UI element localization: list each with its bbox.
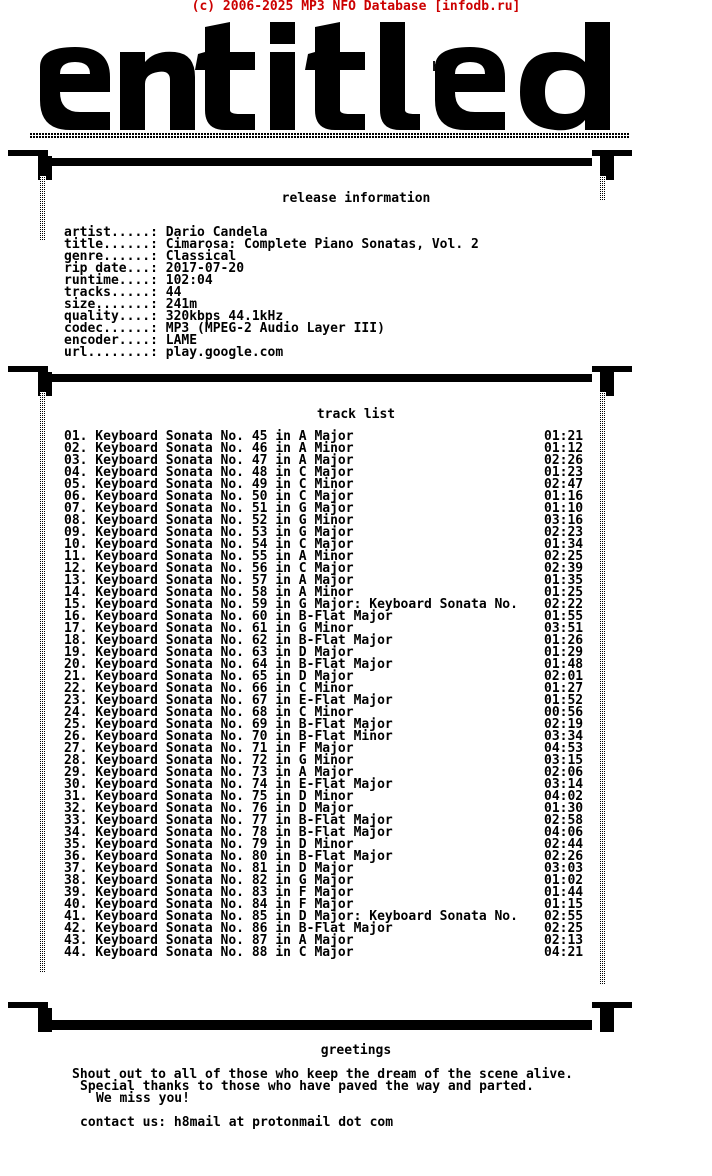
track-duration: 02:19 [544,717,584,732]
track-title: 38. Keyboard Sonata No. 82 in G Major [64,873,354,888]
release-field-value: Dario Candela [165,225,268,240]
release-field-value: 44 [165,285,182,300]
track-duration: 03:51 [544,621,584,636]
track-title: 40. Keyboard Sonata No. 84 in F Major [64,897,354,912]
track-title: 27. Keyboard Sonata No. 71 in F Major [64,741,354,756]
contact-info: contact us: h8mail at protonmail dot com [80,1115,394,1130]
group-tag: hX! [432,60,456,75]
track-title: 41. Keyboard Sonata No. 85 in D Major: Keyboard Sonata No. [64,909,518,924]
track-duration: 02:22 [544,597,584,612]
track-duration: 01:34 [544,537,584,552]
track-title: 19. Keyboard Sonata No. 63 in D Major [64,645,354,660]
release-field-value: 241m [165,297,198,312]
track-duration: 02:39 [544,561,584,576]
track-duration: 04:06 [544,825,584,840]
track-title: 17. Keyboard Sonata No. 61 in G Minor [64,621,354,636]
track-title: 22. Keyboard Sonata No. 66 in C Minor [64,681,354,696]
track-title: 28. Keyboard Sonata No. 72 in G Minor [64,753,354,768]
track-duration: 01:15 [544,897,584,912]
track-duration: 02:23 [544,525,584,540]
release-field-label: artist.....: [64,225,166,240]
track-duration: 02:25 [544,549,584,564]
track-title: 36. Keyboard Sonata No. 80 in B-Flat Major [64,849,393,864]
track-title: 05. Keyboard Sonata No. 49 in C Minor [64,477,354,492]
track-duration: 01:10 [544,501,584,516]
track-title: 11. Keyboard Sonata No. 55 in A Minor [64,549,354,564]
track-duration: 01:52 [544,693,584,708]
track-duration: 01:35 [544,573,584,588]
track-title: 34. Keyboard Sonata No. 78 in B-Flat Major [64,825,393,840]
track-duration: 03:15 [544,753,584,768]
release-field-value: 102:04 [165,273,213,288]
track-duration: 03:34 [544,729,584,744]
track-title: 21. Keyboard Sonata No. 65 in D Major [64,669,354,684]
track-duration: 01:30 [544,801,584,816]
track-title: 18. Keyboard Sonata No. 62 in B-Flat Major [64,633,393,648]
track-duration: 04:21 [544,945,584,960]
track-duration: 01:26 [544,633,584,648]
track-row [64,947,604,959]
track-duration: 02:06 [544,765,584,780]
entitled-logo [30,22,630,142]
frame-left-edge [40,176,46,240]
track-duration: 03:03 [544,861,584,876]
track-title: 15. Keyboard Sonata No. 59 in G Major: Keyboard Sonata No. [64,597,518,612]
site-credit-link[interactable]: (c) 2006-2025 MP3 NFO Database [infodb.ru] [191,0,521,14]
frame-left-edge [40,392,46,972]
track-duration: 02:58 [544,813,584,828]
release-field-label: genre......: [64,249,166,264]
track-title: 26. Keyboard Sonata No. 70 in B-Flat Minor [64,729,393,744]
tracklist-heading: track list [316,407,396,422]
track-title: 30. Keyboard Sonata No. 74 in E-Flat Major [64,777,393,792]
release-field-label: codec......: [64,321,166,336]
track-title: 33. Keyboard Sonata No. 77 in B-Flat Major [64,813,393,828]
track-duration: 02:55 [544,909,584,924]
track-duration: 00:56 [544,705,584,720]
track-duration: 02:47 [544,477,584,492]
track-duration: 01:02 [544,873,584,888]
release-field-label: tracks.....: [64,285,166,300]
track-duration: 02:26 [544,849,584,864]
track-title: 20. Keyboard Sonata No. 64 in B-Flat Major [64,657,393,672]
release-info-heading: release information [281,191,431,206]
track-title: 25. Keyboard Sonata No. 69 in B-Flat Major [64,717,393,732]
track-duration: 01:55 [544,609,584,624]
greetings-heading: greetings [320,1043,392,1058]
section-divider [8,366,632,396]
release-field-label: runtime....: [64,273,166,288]
release-field-label: rip date...: [64,261,166,276]
track-title: 39. Keyboard Sonata No. 83 in F Major [64,885,354,900]
section-divider [8,1002,632,1032]
release-field-label: size.......: [64,297,166,312]
release-field [64,347,283,359]
track-title: 13. Keyboard Sonata No. 57 in A Major [64,573,354,588]
track-duration: 01:29 [544,645,584,660]
track-title: 29. Keyboard Sonata No. 73 in A Major [64,765,354,780]
track-title: 24. Keyboard Sonata No. 68 in C Minor [64,705,354,720]
track-title: 10. Keyboard Sonata No. 54 in C Major [64,537,354,552]
release-field-label: url........: [64,345,166,360]
track-title: 43. Keyboard Sonata No. 87 in A Major [64,933,354,948]
track-duration: 02:13 [544,933,584,948]
track-duration: 01:21 [544,429,584,444]
greetings-line: We miss you! [96,1091,190,1106]
track-title: 03. Keyboard Sonata No. 47 in A Major [64,453,354,468]
track-duration: 02:01 [544,669,584,684]
track-duration: 01:25 [544,585,584,600]
section-divider [8,150,632,180]
track-title: 02. Keyboard Sonata No. 46 in A Minor [64,441,354,456]
release-field-label: title......: [64,237,166,252]
track-duration: 02:25 [544,921,584,936]
track-title: 42. Keyboard Sonata No. 86 in B-Flat Major [64,921,393,936]
track-title: 01. Keyboard Sonata No. 45 in A Major [64,429,354,444]
track-duration: 01:44 [544,885,584,900]
release-field-value: Cimarosa: Complete Piano Sonatas, Vol. 2 [165,237,479,252]
track-title: 12. Keyboard Sonata No. 56 in C Major [64,561,354,576]
track-duration: 03:16 [544,513,584,528]
release-field-value: MP3 (MPEG-2 Audio Layer III) [165,321,385,336]
track-title: 31. Keyboard Sonata No. 75 in D Minor [64,789,354,804]
track-duration: 01:27 [544,681,584,696]
track-duration: 02:44 [544,837,584,852]
track-title: 06. Keyboard Sonata No. 50 in C Major [64,489,354,504]
greetings-line: Shout out to all of those who keep the dream of the scene alive. [72,1067,573,1082]
track-duration: 03:14 [544,777,584,792]
track-title: 44. Keyboard Sonata No. 88 in C Major [64,945,354,960]
release-field-value: Classical [165,249,237,264]
track-title: 16. Keyboard Sonata No. 60 in B-Flat Major [64,609,393,624]
track-duration: 01:48 [544,657,584,672]
track-title: 32. Keyboard Sonata No. 76 in D Major [64,801,354,816]
track-title: 09. Keyboard Sonata No. 53 in G Major [64,525,354,540]
track-title: 14. Keyboard Sonata No. 58 in A Minor [64,585,354,600]
track-duration: 01:23 [544,465,584,480]
greetings-line: Special thanks to those who have paved the way and parted. [80,1079,534,1094]
track-duration: 01:12 [544,441,584,456]
track-title: 23. Keyboard Sonata No. 67 in E-Flat Major [64,693,393,708]
release-field-value: 2017-07-20 [165,261,245,276]
track-title: 07. Keyboard Sonata No. 51 in G Major [64,501,354,516]
track-duration: 02:26 [544,453,584,468]
release-field-label: encoder....: [64,333,166,348]
release-field-value: LAME [165,333,198,348]
track-title: 04. Keyboard Sonata No. 48 in C Major [64,465,354,480]
track-title: 35. Keyboard Sonata No. 79 in D Minor [64,837,354,852]
track-duration: 04:53 [544,741,584,756]
track-duration: 01:16 [544,489,584,504]
track-duration: 04:02 [544,789,584,804]
track-title: 08. Keyboard Sonata No. 52 in G Minor [64,513,354,528]
track-title: 37. Keyboard Sonata No. 81 in D Major [64,861,354,876]
release-field-value: play.google.com [165,345,284,360]
release-field-value: 320kbps 44.1kHz [165,309,284,324]
release-field-label: quality....: [64,309,166,324]
